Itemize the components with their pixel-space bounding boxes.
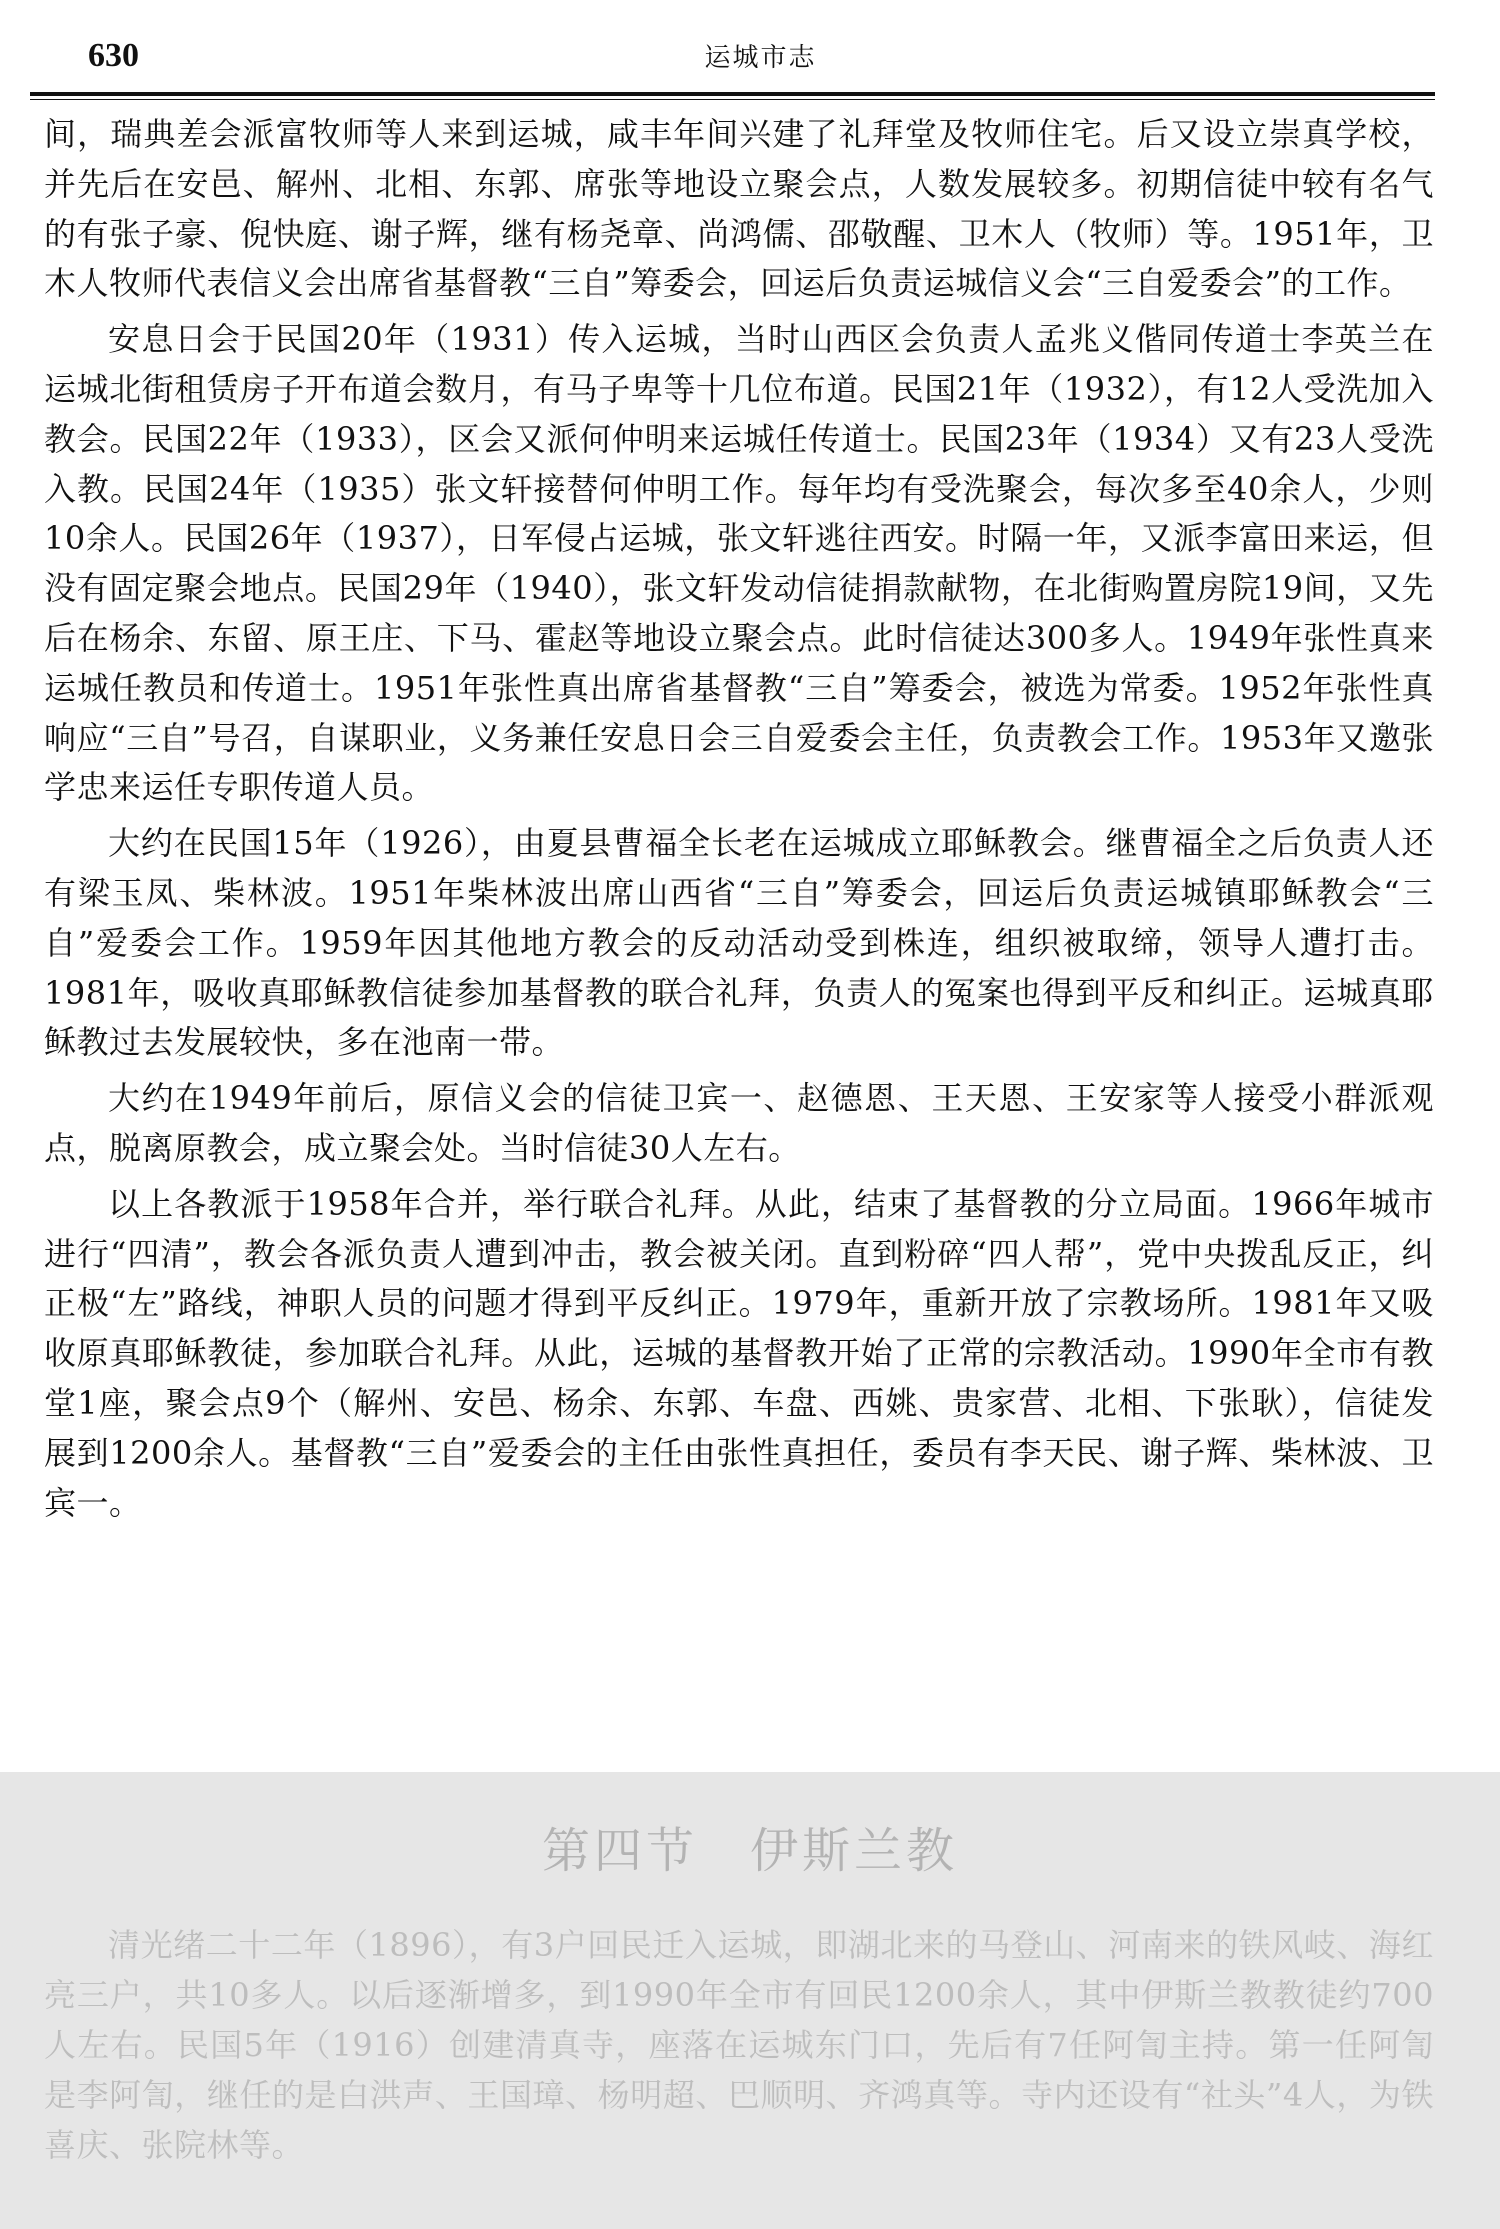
paragraph: 安息日会于民国20年（1931）传入运城，当时山西区会负责人孟兆义偕同传道士李英兰在运城北街租赁房子开布道会数月，有马子卑等十几位布道。民国21年（1932），有12人受洗加入教会。民国22年（1933），区会又派何仲明来运城任传道士。民国23年（1934）又有23人受洗入教。民国24年（1935）张文轩接替何仲明工作。每年均有受洗聚会，每次多至40余人，少则10余人。民国26年（1937），日军侵占运城，张文轩逃往西安。时隔一年，又派李富田来运，但没有固定聚会地点。民国29年（1940），张文轩发动信徒捐款献物，在北街购置房院19间，又先后在杨余、东留、原王庄、下马、霍赵等地设立聚会点。此时信徒达300多人。1949年张性真来运城任教员和传道士。1951年张性真出席省基督教“三自”筹委会，被选为常委。1952年张性真响应“三自”号召，自谋职业，义务兼任安息日会三自爱委会主任，负责教会工作。1953年又邀张学忠来运任专职传道人员。 <box>44 320 1434 807</box>
section-heading: 第四节 伊斯兰教 <box>541 1823 958 1879</box>
main-text <box>44 110 1434 1528</box>
running-title: 运城市志 <box>704 43 817 73</box>
paragraph: 大约在1949年前后，原信义会的信徒卫宾一、赵德恩、王天恩、王安家等人接受小群派观点，脱离原教会，成立聚会处。当时信徒30人左右。 <box>44 1079 1434 1167</box>
paragraph: 大约在民国15年（1926），由夏县曹福全长老在运城成立耶稣教会。继曹福全之后负责人还有梁玉凤、柴林波。1951年柴林波出席山西省“三自”筹委会，回运后负责运城镇耶稣教会“三自”爱委会工作。1959年因其他地方教会的反动活动受到株连，组织被取缔，领导人遭打击。1981年，吸收真耶稣教信徒参加基督教的联合礼拜，负责人的冤案也得到平反和纠正。运城真耶稣教过去发展较快，多在池南一带。 <box>44 824 1434 1062</box>
page-header <box>88 32 1433 92</box>
section-text <box>44 1920 1434 2170</box>
paragraph: 清光绪二十二年（1896），有3户回民迁入运城，即湖北来的马登山、河南来的铁风岐、海红亮三户，共10多人。以后逐渐增多，到1990年全市有回民1200余人，其中伊斯兰教教徒约700人左右。民国5年（1916）创建清真寺，座落在运城东门口，先后有7任阿訇主持。第一任阿訇是李阿訇，继任的是白洪声、王国璋、杨明超、巴顺明、齐鸿真等。寺内还设有“社头”4人，为铁喜庆、张院林等。 <box>44 1926 1434 2164</box>
paragraph: 以上各教派于1958年合并，举行联合礼拜。从此，结束了基督教的分立局面。1966年城市进行“四清”，教会各派负责人遭到冲击，教会被关闭。直到粉碎“四人帮”，党中央拨乱反正，纠正极“左”路线，神职人员的问题才得到平反纠正。1979年，重新开放了宗教场所。1981年又吸收原真耶稣教徒，参加联合礼拜。从此，运城的基督教开始了正常的宗教活动。1990年全市有教堂1座，聚会点9个（解州、安邑、杨余、东郭、车盘、西姚、贵家营、北相、下张耿），信徒发展到1200余人。基督教“三自”爱委会的主任由张性真担任，委员有李天民、谢子辉、柴林波、卫宾一。 <box>44 1184 1434 1522</box>
paragraph: 间，瑞典差会派富牧师等人来到运城，咸丰年间兴建了礼拜堂及牧师住宅。后又设立崇真学校，并先后在安邑、解州、北相、东郭、席张等地设立聚会点，人数发展较多。初期信徒中较有名气的有张子豪、倪快庭、谢子辉，继有杨尧章、尚鸿儒、邵敬醒、卫木人（牧师）等。1951年，卫木人牧师代表信义会出席省基督教“三自”筹委会，回运后负责运城信义会“三自爱委会”的工作。 <box>44 115 1434 303</box>
header-rule-thick <box>30 92 1435 96</box>
page-number: 630 <box>88 37 139 74</box>
header-rule-thin <box>30 99 1435 100</box>
